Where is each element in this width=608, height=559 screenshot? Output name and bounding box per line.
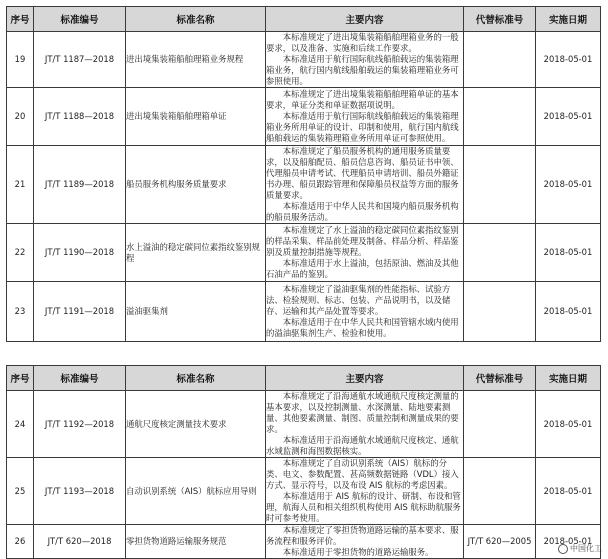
standard-content [266, 525, 464, 559]
standard-content [266, 458, 464, 525]
table-row [7, 88, 601, 146]
replaced-standard [464, 458, 536, 525]
standard-name: 水上溢油的稳定碳同位素指纹鉴别规程 [126, 224, 266, 282]
standard-code: JT/T 1192—2018 [34, 391, 126, 458]
table-header-row [7, 366, 601, 391]
header-content: 主要内容 [266, 366, 464, 391]
standard-code: JT/T 1190—2018 [34, 224, 126, 282]
standard-content [266, 391, 464, 458]
standard-name: 自动识别系统（AIS）航标应用导则 [126, 458, 266, 525]
table-row [7, 391, 601, 458]
row-number: 25 [7, 458, 34, 525]
effective-date: 2018-05-01 [536, 146, 601, 224]
content-paragraph: 本标准适用于零担货物的道路运输服务。 [282, 547, 434, 557]
content-paragraph: 本标准规定了船员服务机构的通用服务质量要求，以及船舶配员、船员信息咨询、船员证书申领、代理船员申请考试、代理船员申请培训、船员外籍证书办理、船员跟踪管理和保障船员权益等方面的服务质量要求。 [266, 146, 459, 200]
effective-date: 2018-05-01 [536, 32, 601, 88]
watermark-logo-icon [558, 544, 568, 554]
table-header-row [7, 7, 601, 32]
standards-table-1-wrapper [6, 6, 600, 342]
standard-code: JT/T 620—2018 [34, 525, 126, 559]
table-row [7, 282, 601, 342]
row-number: 19 [7, 32, 34, 88]
header-replaced: 代替标准号 [464, 7, 536, 32]
standard-code: JT/T 1187—2018 [34, 32, 126, 88]
content-paragraph: 本标准适用于水上溢油，包括原油、燃油及其他石油产品的鉴别。 [266, 258, 459, 279]
standard-name: 溢油驱集剂 [126, 282, 266, 342]
row-number: 24 [7, 391, 34, 458]
standard-content [266, 282, 464, 342]
effective-date: 2018-05-01 [536, 282, 601, 342]
header-num: 序号 [7, 7, 34, 32]
watermark [558, 543, 602, 554]
replaced-standard: JT/T 620—2005 [464, 525, 536, 559]
standard-code: JT/T 1189—2018 [34, 146, 126, 224]
header-name: 标准名称 [126, 7, 266, 32]
replaced-standard [464, 32, 536, 88]
content-paragraph: 本标准适用于航行国际航线船舶载运的集装箱理箱业务所用单证的设计、印制和使用，航行国内航线船舶载运的集装箱理箱业务所用单证可参照使用。 [266, 111, 459, 143]
content-paragraph: 本标准规定了溢油驱集剂的性能指标、试验方法、检验规则、标志、包装、产品说明书，以及储存、运输和其产品处置等要求。 [266, 284, 451, 316]
content-paragraph: 本标准规定了沿海通航水域通航尺度核定测量的基本要求，以及控制测量、水深测量、陆地要素测量、其他要素测量、制图、质量控制和测量成果的要求。 [266, 391, 459, 434]
effective-date: 2018-05-01 [536, 391, 601, 458]
table-row [7, 525, 601, 559]
header-replaced: 代替标准号 [464, 366, 536, 391]
header-num: 序号 [7, 366, 34, 391]
header-content: 主要内容 [266, 7, 464, 32]
standard-name: 船员服务机构服务质量要求 [126, 146, 266, 224]
standard-name: 进出境集装箱船舶理箱业务规程 [126, 32, 266, 88]
content-paragraph: 本标准适用于在中华人民共和国管辖水域内使用的溢油驱集剂生产、检验和使用。 [266, 317, 459, 338]
replaced-standard [464, 146, 536, 224]
header-code: 标准编号 [34, 366, 126, 391]
table-1-body [7, 32, 601, 342]
replaced-standard [464, 391, 536, 458]
table-row [7, 458, 601, 525]
content-paragraph: 本标准适用于航行国际航线船舶载运的集装箱理箱业务，航行国内航线船舶载运的集装箱理箱业务可参照使用。 [266, 54, 459, 86]
header-date: 实施日期 [536, 7, 601, 32]
effective-date: 2018-05-01 [536, 88, 601, 146]
standard-content [266, 224, 464, 282]
content-paragraph: 本标准规定了进出境集装箱船舶理箱业务的一般要求，以及准备、实施和后续工作要求。 [266, 32, 459, 53]
standard-content [266, 32, 464, 88]
table-2-body [7, 391, 601, 559]
content-paragraph: 本标准规定了自动识别系统（AIS）航标的分类、电文、参数配置、甚高频数据链路（VDL）接入方式、显示符号，以及布设 AIS 航标的考虑因素。 [266, 458, 459, 490]
standard-code: JT/T 1193—2018 [34, 458, 126, 525]
content-paragraph: 本标准规定了进出境集装箱船舶理箱单证的基本要求，单证分类和单证数据项说明。 [266, 89, 459, 110]
watermark-text: 中国化工 [570, 544, 602, 553]
effective-date: 2018-05-01 [536, 458, 601, 525]
standard-content [266, 88, 464, 146]
table-row [7, 224, 601, 282]
standards-table-2-wrapper [6, 365, 600, 559]
header-date: 实施日期 [536, 366, 601, 391]
content-paragraph: 本标准适用于沿海通航水域通航尺度核定、通航水域监测和海图数据核实。 [266, 435, 459, 456]
effective-date: 2018-05-01 [536, 525, 601, 559]
replaced-standard [464, 88, 536, 146]
table-row [7, 146, 601, 224]
standard-name: 通航尺度核定测量技术要求 [126, 391, 266, 458]
standard-content [266, 146, 464, 224]
standard-code: JT/T 1188—2018 [34, 88, 126, 146]
standards-table-2 [6, 365, 601, 559]
content-paragraph: 本标准适用于中华人民共和国境内船员服务机构的船员服务活动。 [266, 201, 459, 222]
replaced-standard [464, 224, 536, 282]
row-number: 26 [7, 525, 34, 559]
standard-code: JT/T 1191—2018 [34, 282, 126, 342]
header-name: 标准名称 [126, 366, 266, 391]
header-code: 标准编号 [34, 7, 126, 32]
row-number: 23 [7, 282, 34, 342]
content-paragraph: 本标准适用于 AIS 航标的设计、研制、布设和管理，航海人员和相关组织机构使用 AIS 航标助航服务时可参考使用。 [266, 491, 461, 523]
replaced-standard [464, 282, 536, 342]
row-number: 20 [7, 88, 34, 146]
standard-name: 零担货物道路运输服务规范 [126, 525, 266, 559]
effective-date: 2018-05-01 [536, 224, 601, 282]
row-number: 22 [7, 224, 34, 282]
row-number: 21 [7, 146, 34, 224]
standards-table-1 [6, 6, 601, 342]
content-paragraph: 本标准规定了零担货物道路运输的基本要求、服务流程和服务评价。 [266, 525, 459, 546]
table-row [7, 32, 601, 88]
content-paragraph: 本标准规定了水上溢油的稳定碳同位素指纹鉴别的样品采集、样品前处理及制备、样品分析、样品鉴别及质量控制措施等规程。 [266, 225, 459, 257]
standard-name: 进出境集装箱船舶理箱单证 [126, 88, 266, 146]
